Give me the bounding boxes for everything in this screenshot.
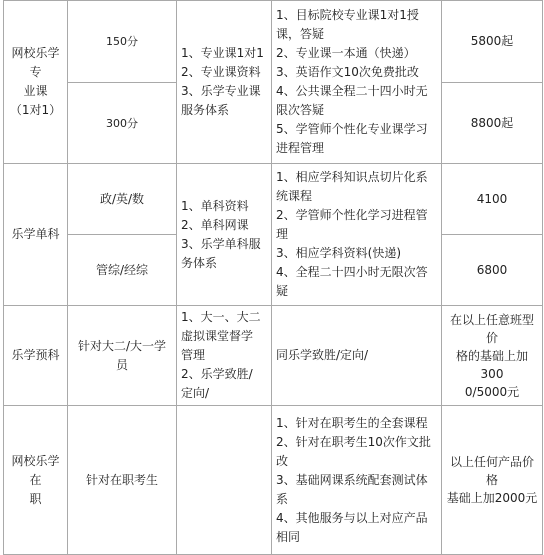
table-row (4, 164, 543, 235)
feature-line: 2、学管师个性化学习进程管理 (276, 208, 428, 241)
feature-line: 系 (276, 491, 289, 506)
price-cell (442, 306, 543, 406)
feature-line: 统课程 (276, 189, 313, 203)
price-cell: 6800 (442, 235, 543, 306)
price-line: 格的基础上加300 (455, 348, 528, 381)
price-cell: 8800起 (442, 83, 543, 164)
content-cell (177, 406, 272, 555)
features-cell (272, 406, 442, 555)
feature-line: 2、针对在职考生10次作文批 (276, 434, 431, 449)
content-line: 3、乐学专业课 (181, 84, 261, 98)
price-line: 以上任何产品价格 (449, 455, 534, 487)
feature-line: 2、专业课一本通（快递） (276, 46, 416, 60)
feature-line: 进程管理 (276, 141, 325, 155)
feature-line: 3、基础网课系统配套测试体 (276, 472, 428, 487)
content-line: 2、乐学致胜/ (181, 367, 253, 381)
content-line: 1、大一、大二 (181, 310, 261, 324)
category-cell: 乐学预科 (4, 306, 68, 406)
features-cell (272, 1, 442, 164)
feature-line: 3、相应学科资料(快递) (276, 246, 401, 260)
table-row (4, 306, 543, 406)
price-line: 基础上加2000元 (446, 491, 538, 505)
sub-label-cell: 针对在职考生 (68, 406, 177, 555)
sub-label-cell: 300分 (68, 83, 177, 164)
sub-label-cell: 管综/经综 (68, 235, 177, 306)
feature-line: 4、公共课全程二十四小时无 (276, 84, 428, 98)
feature-line: 1、相应学科知识点切片化系 (276, 170, 428, 184)
table-row (4, 1, 543, 83)
content-line: 虚拟课堂督学 (181, 329, 254, 343)
content-line: 管理 (181, 348, 206, 362)
content-line: 1、专业课1对1 (181, 46, 264, 60)
feature-line: 1、针对在职考生的全套课程 (276, 415, 428, 430)
price-cell: 4100 (442, 164, 543, 235)
category-line: （1对1） (9, 103, 62, 117)
content-line: 1、单科资料 (181, 198, 249, 213)
feature-line: 4、其他服务与以上对应产品 (276, 510, 428, 525)
price-cell (442, 406, 543, 555)
category-cell (4, 406, 68, 555)
content-line: 服务体系 (181, 103, 230, 117)
product-table (3, 0, 543, 555)
content-cell (177, 164, 272, 306)
table-row (4, 406, 543, 555)
feature-line: 相同 (276, 529, 301, 544)
feature-line: 疑 (276, 284, 289, 298)
feature-line: 限次答疑 (276, 103, 325, 117)
feature-line: 改 (276, 453, 289, 468)
features-cell: 同乐学致胜/定向/ (272, 306, 442, 406)
content-line: 3、乐学单科服 (181, 236, 261, 251)
feature-line: 4、全程二十四小时无限次答 (276, 265, 428, 279)
sub-label-cell: 针对大二/大一学员 (68, 306, 177, 406)
feature-line: 5、学管师个性化专业课学习 (276, 122, 428, 136)
category-line: 职 (29, 491, 42, 506)
features-cell (272, 164, 442, 306)
sub-label-cell: 政/英/数 (68, 164, 177, 235)
feature-line: 课，答疑 (276, 27, 325, 41)
content-line: 定向/ (181, 386, 210, 400)
content-cell (177, 306, 272, 406)
sub-label-cell: 150分 (68, 1, 177, 83)
category-line: 业课 (23, 84, 48, 98)
category-line: 网校乐学在 (11, 453, 60, 487)
category-cell: 乐学单科 (4, 164, 68, 306)
price-line: 0/5000元 (464, 384, 520, 399)
content-line: 务体系 (181, 255, 218, 270)
category-cell (4, 1, 68, 164)
price-line: 在以上任意班型价 (449, 312, 534, 345)
price-cell: 5800起 (442, 1, 543, 83)
content-line: 2、专业课资料 (181, 65, 261, 79)
content-cell (177, 1, 272, 164)
category-line: 网校乐学专 (11, 46, 60, 79)
feature-line: 1、目标院校专业课1对1授 (276, 8, 419, 22)
feature-line: 3、英语作文10次免费批改 (276, 65, 419, 79)
content-line: 2、单科网课 (181, 217, 249, 232)
